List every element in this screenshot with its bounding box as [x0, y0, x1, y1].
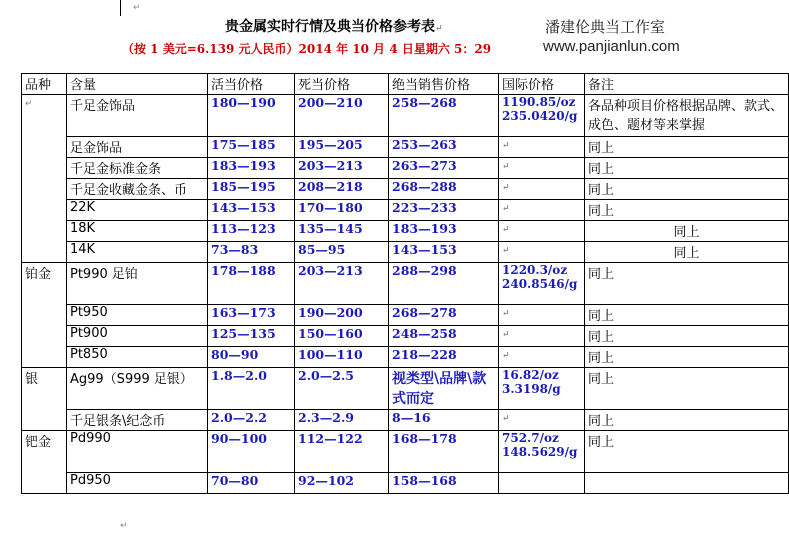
item-cell: 千足金饰品 [67, 95, 208, 137]
table-row [22, 242, 789, 263]
note-cell: 各品种项目价格根据品牌、款式、成色、题材等来掌握 [585, 95, 789, 137]
page-title: 贵金属实时行情及典当价格参考表↵ [225, 19, 443, 35]
item-cell: 18K [67, 221, 208, 242]
item-cell: Pd990 [67, 431, 208, 473]
note-cell: 同上 [585, 410, 789, 431]
category-cell: 银 [22, 368, 67, 431]
table-row [22, 158, 789, 179]
item-cell: Pt900 [67, 326, 208, 347]
dead-price-cell: 190—200 [295, 305, 389, 326]
sale-price-cell: 143—153 [389, 242, 499, 263]
item-cell: 千足金收藏金条、币 [67, 179, 208, 200]
item-cell: Pt950 [67, 305, 208, 326]
sale-price-cell: 168—178 [389, 431, 499, 473]
note-cell: 同上 [585, 305, 789, 326]
paragraph-mark: ↵ [120, 521, 128, 531]
item-cell: 22K [67, 200, 208, 221]
live-price-cell: 70—80 [208, 473, 295, 494]
table-row [22, 431, 789, 473]
live-price-cell: 175—185 [208, 137, 295, 158]
note-cell: 同上 [585, 263, 789, 305]
dead-price-cell: 150—160 [295, 326, 389, 347]
price-table [21, 73, 789, 494]
intl-price-cell [499, 473, 585, 494]
live-price-cell: 163—173 [208, 305, 295, 326]
intl-price-cell: ↵ [499, 326, 585, 347]
item-cell: 千足银条\纪念币 [67, 410, 208, 431]
intl-price-cell: ↵ [499, 158, 585, 179]
table-row [22, 326, 789, 347]
table-row [22, 410, 789, 431]
website-link[interactable]: www.panjianlun.com [543, 38, 680, 55]
dead-price-cell: 170—180 [295, 200, 389, 221]
sale-price-cell: 263—273 [389, 158, 499, 179]
dead-price-cell: 203—213 [295, 263, 389, 305]
table-row [22, 368, 789, 410]
intl-price-cell: ↵ [499, 242, 585, 263]
sale-price-cell: 253—263 [389, 137, 499, 158]
table-row [22, 200, 789, 221]
dead-price-cell: 2.3—2.9 [295, 410, 389, 431]
intl-price-cell: 1190.85/oz 235.0420/g [499, 95, 585, 137]
sale-price-cell: 8—16 [389, 410, 499, 431]
intl-price-cell: 752.7/oz 148.5629/g [499, 431, 585, 473]
dead-price-cell: 92—102 [295, 473, 389, 494]
item-cell: Pt850 [67, 347, 208, 368]
item-cell: 14K [67, 242, 208, 263]
dead-price-cell: 112—122 [295, 431, 389, 473]
note-cell [585, 473, 789, 494]
live-price-cell: 183—193 [208, 158, 295, 179]
table-row [22, 179, 789, 200]
note-cell: 同上 [585, 326, 789, 347]
category-cell: 铂金 [22, 263, 67, 368]
sale-price-cell: 288—298 [389, 263, 499, 305]
live-price-cell: 2.0—2.2 [208, 410, 295, 431]
sale-price-cell: 视类型\品牌\款式而定 [389, 368, 499, 410]
table-row [22, 473, 789, 494]
dead-price-cell: 100—110 [295, 347, 389, 368]
sale-price-cell: 248—258 [389, 326, 499, 347]
item-cell: Pd950 [67, 473, 208, 494]
note-cell: 同上 [585, 137, 789, 158]
live-price-cell: 1.8—2.0 [208, 368, 295, 410]
intl-price-cell: ↵ [499, 179, 585, 200]
dead-price-cell: 203—213 [295, 158, 389, 179]
note-cell: 同上 [585, 431, 789, 473]
table-row [22, 263, 789, 305]
table-row [22, 305, 789, 326]
text-cursor [120, 0, 121, 16]
item-cell: 足金饰品 [67, 137, 208, 158]
intl-price-cell: ↵ [499, 221, 585, 242]
note-cell: 同上 [585, 200, 789, 221]
dead-price-cell: 2.0—2.5 [295, 368, 389, 410]
intl-price-cell: 1220.3/oz 240.8546/g [499, 263, 585, 305]
header-live-price: 活当价格 [208, 74, 295, 95]
header-dead-price: 死当价格 [295, 74, 389, 95]
category-cell: 钯金 [22, 431, 67, 494]
dead-price-cell: 85—95 [295, 242, 389, 263]
dead-price-cell: 200—210 [295, 95, 389, 137]
live-price-cell: 143—153 [208, 200, 295, 221]
header-sale-price: 绝当销售价格 [389, 74, 499, 95]
sale-price-cell: 218—228 [389, 347, 499, 368]
sale-price-cell: 268—288 [389, 179, 499, 200]
note-cell: 同上 [585, 347, 789, 368]
sale-price-cell: 268—278 [389, 305, 499, 326]
table-row [22, 95, 789, 137]
note-cell: 同上 [585, 368, 789, 410]
sale-price-cell: 158—168 [389, 473, 499, 494]
live-price-cell: 113—123 [208, 221, 295, 242]
studio-name: 潘建伦典当工作室 [545, 18, 666, 36]
sale-price-cell: 183—193 [389, 221, 499, 242]
item-cell: Pt990 足铂 [67, 263, 208, 305]
table-row [22, 221, 789, 242]
intl-price-cell: ↵ [499, 305, 585, 326]
note-cell: 同上 [585, 221, 789, 242]
header-note: 备注 [585, 74, 789, 95]
header-content: 含量 [67, 74, 208, 95]
intl-price-cell: ↵ [499, 200, 585, 221]
item-cell: 千足金标准金条 [67, 158, 208, 179]
intl-price-cell: ↵ [499, 410, 585, 431]
table-header-row [22, 74, 789, 95]
dead-price-cell: 135—145 [295, 221, 389, 242]
table-row [22, 137, 789, 158]
header-category: 品种 [22, 74, 67, 95]
page-subtitle: （按 1 美元=6.139 元人民币）2014 年 10 月 4 日星期六 5：29 [122, 42, 492, 56]
live-price-cell: 185—195 [208, 179, 295, 200]
live-price-cell: 180—190 [208, 95, 295, 137]
header-intl-price: 国际价格 [499, 74, 585, 95]
sale-price-cell: 258—268 [389, 95, 499, 137]
live-price-cell: 125—135 [208, 326, 295, 347]
note-cell: 同上 [585, 158, 789, 179]
dead-price-cell: 195—205 [295, 137, 389, 158]
live-price-cell: 90—100 [208, 431, 295, 473]
category-cell: ↵ [22, 95, 67, 263]
dead-price-cell: 208—218 [295, 179, 389, 200]
note-cell: 同上 [585, 179, 789, 200]
table-row [22, 347, 789, 368]
item-cell: Ag99（S999 足银） [67, 368, 208, 410]
note-cell: 同上 [585, 242, 789, 263]
intl-price-cell: ↵ [499, 347, 585, 368]
intl-price-cell: 16.82/oz 3.3198/g [499, 368, 585, 410]
intl-price-cell: ↵ [499, 137, 585, 158]
live-price-cell: 80—90 [208, 347, 295, 368]
sale-price-cell: 223—233 [389, 200, 499, 221]
live-price-cell: 73—83 [208, 242, 295, 263]
paragraph-mark: ↵ [133, 3, 141, 13]
live-price-cell: 178—188 [208, 263, 295, 305]
